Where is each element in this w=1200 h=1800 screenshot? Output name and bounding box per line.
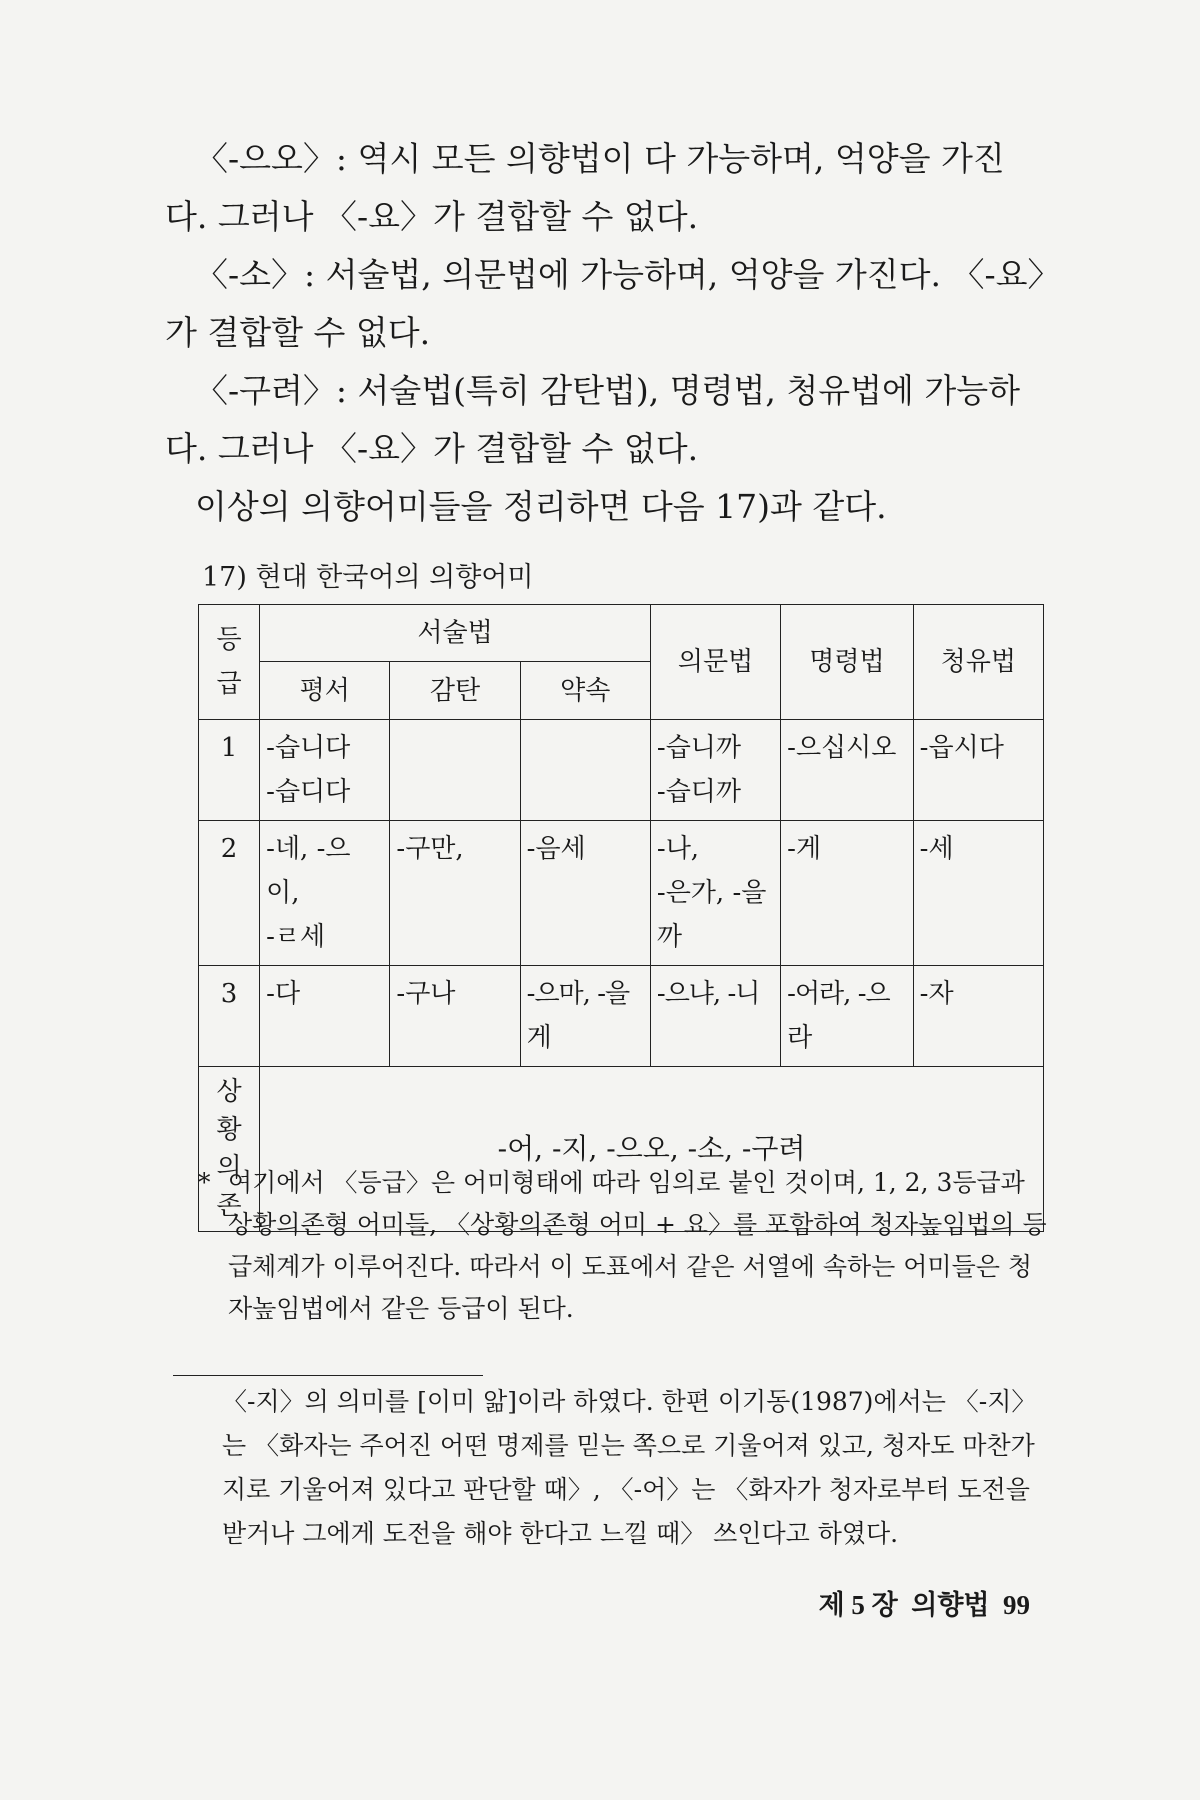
table-row — [199, 966, 1044, 1067]
header-propositive: 청유법 — [913, 605, 1043, 720]
situational-label: 상황 의존 — [199, 1067, 260, 1232]
table-row — [199, 720, 1044, 821]
header-declarative: 서술법 — [260, 605, 651, 662]
header-exclamatory: 감탄 — [390, 662, 520, 720]
paragraph-summary: 이상의 의향어미들을 정리하면 다음 17)과 같다. — [195, 487, 887, 526]
page-footer: 제 5 장 의향법 99 — [818, 1590, 1030, 1620]
plain-cell: -네, -으이, -ㄹ세 — [260, 821, 390, 966]
imperative-cell: -게 — [781, 821, 914, 966]
grade-cell: 2 — [199, 821, 260, 966]
paragraph-guryeo: 〈-구려〉: 서술법(특히 감탄법), 명령법, 청유법에 가능하다. 그러나 〈-요〉가 결합할 수 없다. — [165, 371, 1021, 468]
imperative-cell: -어라, -으라 — [781, 966, 914, 1067]
exclamatory-cell: -구나 — [390, 966, 520, 1067]
table-caption: 17) 현대 한국어의 의향어미 — [202, 562, 534, 593]
plain-cell: -습니다 -습디다 — [260, 720, 390, 821]
header-interrogative: 의문법 — [650, 605, 780, 720]
header-imperative: 명령법 — [781, 605, 914, 720]
exclamatory-cell — [390, 720, 520, 821]
promissive-cell: -음세 — [520, 821, 650, 966]
propositive-cell: -자 — [913, 966, 1043, 1067]
grade-cell: 3 — [199, 966, 260, 1067]
table-row — [199, 821, 1044, 966]
header-row-1 — [199, 605, 1044, 662]
propositive-cell: -세 — [913, 821, 1043, 966]
interrogative-cell: -나, -은가, -을까 — [650, 821, 780, 966]
promissive-cell — [520, 720, 650, 821]
paragraph-euo: 〈-으오〉: 역시 모든 의향법이 다 가능하며, 억양을 가진다. 그러나 〈-요〉가 결합할 수 없다. — [165, 139, 1005, 236]
exclamatory-cell: -구만, — [390, 821, 520, 966]
body-paragraphs — [165, 130, 1045, 536]
header-plain: 평서 — [260, 662, 390, 720]
header-promissive: 약속 — [520, 662, 650, 720]
imperative-cell: -으십시오 — [781, 720, 914, 821]
plain-cell: -다 — [260, 966, 390, 1067]
mood-endings-table — [198, 604, 1044, 1232]
header-grade: 등급 — [199, 605, 260, 720]
situational-value: -어, -지, -으오, -소, -구려 — [260, 1067, 1044, 1232]
table-note — [198, 1162, 1048, 1330]
interrogative-cell: -습니까 -습디까 — [650, 720, 780, 821]
note-asterisk: * — [198, 1168, 211, 1197]
paragraph-so: 〈-소〉: 서술법, 의문법에 가능하며, 억양을 가진다. 〈-요〉가 결합할 수 없다. — [165, 255, 1045, 352]
interrogative-cell: -으냐, -니 — [650, 966, 780, 1067]
note-text: 여기에서 〈등급〉은 어미형태에 따라 임의로 붙인 것이며, 1, 2, 3등급과 상황의존형 어미들, 〈상황의존형 어미 + 요〉를 포함하여 청자높임법의 등급체계가 이루어진다. 따라서 이 도표에서 같은 서열에 속하는 어미들은 청자높임법에서 같은 등급이 된다. — [228, 1168, 1047, 1323]
propositive-cell: -읍시다 — [913, 720, 1043, 821]
grade-cell: 1 — [199, 720, 260, 821]
footnote-divider — [173, 1375, 483, 1376]
footnote: 〈-지〉의 의미를 [이미 앎]이라 하였다. 한편 이기동(1987)에서는 〈-지〉는 〈화자는 주어진 어떤 명제를 믿는 쪽으로 기울어져 있고, 청자도 마찬가지로 기울어져 있다고 판단할 때〉, 〈-어〉는 〈화자가 청자로부터 도전을 받거나 그에게 도전을 해야 한다고 느낄 때〉 쓰인다고 하였다. — [222, 1387, 1037, 1548]
promissive-cell: -으마, -을게 — [520, 966, 650, 1067]
